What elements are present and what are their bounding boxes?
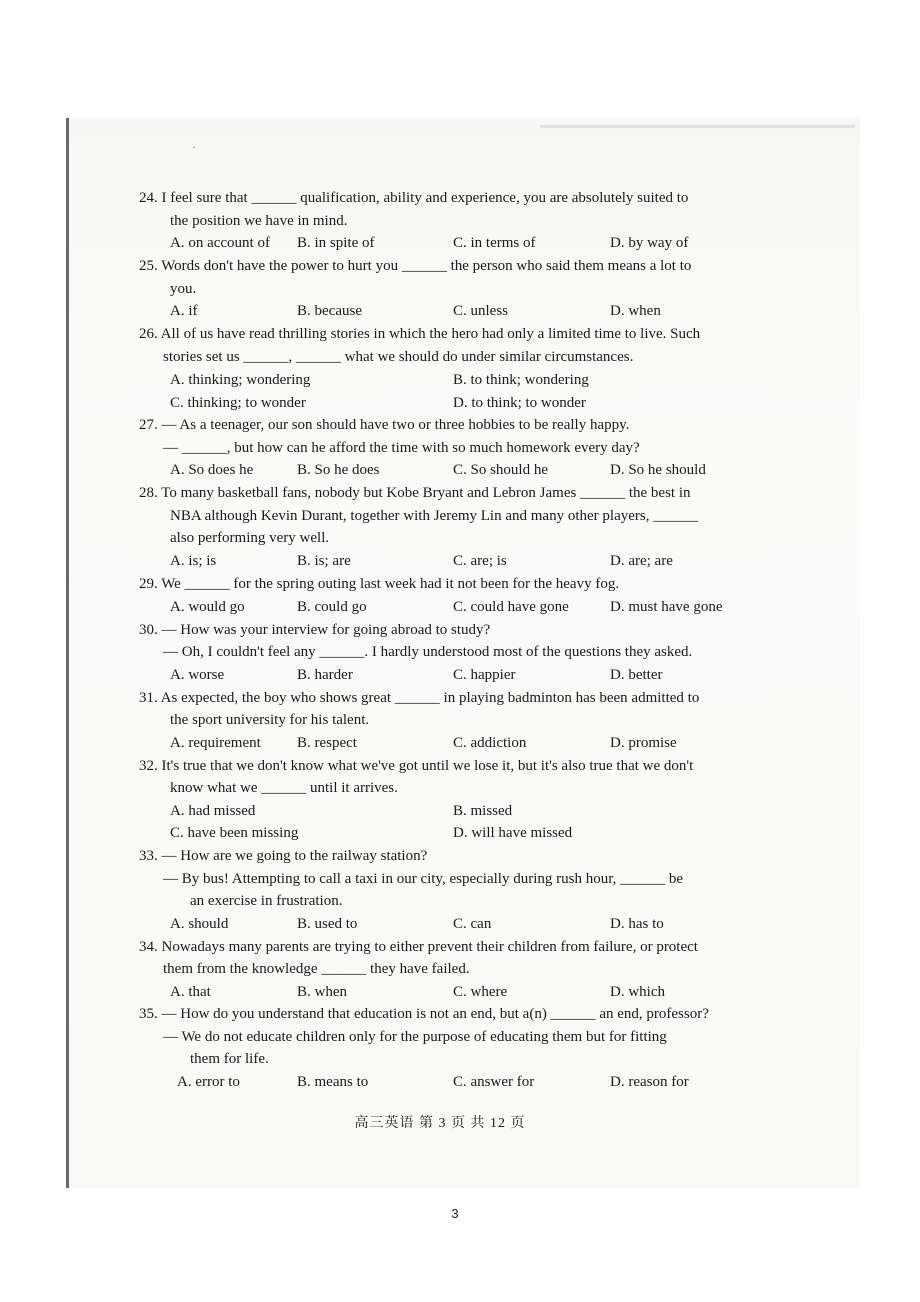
question-30-option-b[interactable]: B. harder	[297, 667, 353, 683]
question-35-text: 35. — How do you understand that education is not an end, but a(n) ______ an end, professor?	[139, 1006, 709, 1022]
question-29-option-b[interactable]: B. could go	[297, 599, 367, 615]
question-31-option-d[interactable]: D. promise	[610, 735, 677, 751]
question-26-text: 26. All of us have read thrilling stories in which the hero had only a limited time to live. Such	[139, 326, 701, 342]
question-30-option-d[interactable]: D. better	[610, 667, 663, 683]
question-34-option-b[interactable]: B. when	[297, 984, 347, 1000]
question-28-option-b[interactable]: B. is; are	[297, 553, 351, 569]
question-25-text: 25. Words don't have the power to hurt you ______ the person who said them means a lot to	[139, 258, 692, 274]
question-26-option-d[interactable]: D. to think; to wonder	[453, 395, 586, 411]
question-25-option-b[interactable]: B. because	[297, 303, 362, 319]
question-27-option-d[interactable]: D. So he should	[610, 462, 706, 478]
question-33-text: 33. — How are we going to the railway station?	[139, 848, 428, 864]
page-footer: 高三英语 第 3 页 共 12 页	[354, 1116, 526, 1131]
question-34-option-a[interactable]: A. that	[170, 984, 211, 1000]
question-27-text-cont: — ______, but how can he afford the time with so much homework every day?	[163, 440, 640, 456]
question-27-option-b[interactable]: B. So he does	[297, 462, 380, 478]
page-number: 3	[451, 1206, 459, 1221]
question-32-option-b[interactable]: B. missed	[453, 803, 513, 819]
question-32-option-d[interactable]: D. will have missed	[453, 825, 573, 841]
question-34-text: 34. Nowadays many parents are trying to either prevent their children from failure, or protect	[139, 939, 698, 955]
question-25-option-c[interactable]: C. unless	[453, 303, 509, 319]
question-29-option-d[interactable]: D. must have gone	[610, 599, 723, 615]
question-32-option-c[interactable]: C. have been missing	[170, 825, 299, 841]
question-35-text-cont: — We do not educate children only for the purpose of educating them but for fitting	[163, 1029, 667, 1045]
question-35-option-d[interactable]: D. reason for	[610, 1074, 689, 1090]
question-25-option-a[interactable]: A. if	[170, 303, 198, 319]
question-26-text-cont: stories set us ______, ______ what we should do under similar circumstances.	[163, 349, 634, 365]
question-28-option-a[interactable]: A. is; is	[170, 553, 217, 569]
question-32-text: 32. It's true that we don't know what we've got until we lose it, but it's also true that we don't	[139, 758, 694, 774]
question-34-text-cont: them from the knowledge ______ they have failed.	[163, 961, 470, 977]
question-25-text-cont: you.	[170, 281, 197, 297]
scan-edge-shadow	[66, 118, 69, 1188]
question-26-option-b[interactable]: B. to think; wondering	[453, 372, 589, 388]
question-32-text-cont: know what we ______ until it arrives.	[170, 780, 398, 796]
question-24-option-a[interactable]: A. on account of	[170, 235, 270, 251]
question-28-text-cont: NBA although Kevin Durant, together with Jeremy Lin and many other players, ______	[170, 508, 699, 524]
question-31-text: 31. As expected, the boy who shows great ______ in playing badminton has been admitted to	[139, 690, 700, 706]
question-27-text: 27. — As a teenager, our son should have two or three hobbies to be really happy.	[139, 417, 630, 433]
question-24-text: 24. I feel sure that ______ qualification, ability and experience, you are absolutely suited to	[139, 190, 689, 206]
question-30-option-c[interactable]: C. happier	[453, 667, 516, 683]
question-28-option-c[interactable]: C. are; is	[453, 553, 507, 569]
question-28-text: 28. To many basketball fans, nobody but Kobe Bryant and Lebron James ______ the best in	[139, 485, 691, 501]
question-29-text: 29. We ______ for the spring outing last week had it not been for the heavy fog.	[139, 576, 620, 592]
question-24-option-d[interactable]: D. by way of	[610, 235, 689, 251]
question-32-option-a[interactable]: A. had missed	[170, 803, 256, 819]
scan-speck: ·	[192, 140, 196, 154]
question-33-option-a[interactable]: A. should	[170, 916, 229, 932]
question-26-option-c[interactable]: C. thinking; to wonder	[170, 395, 306, 411]
question-34-option-c[interactable]: C. where	[453, 984, 508, 1000]
question-24-option-c[interactable]: C. in terms of	[453, 235, 536, 251]
question-27-option-a[interactable]: A. So does he	[170, 462, 254, 478]
question-31-option-c[interactable]: C. addiction	[453, 735, 527, 751]
question-28-text-cont2: also performing very well.	[170, 530, 330, 546]
question-33-text-cont: — By bus! Attempting to call a taxi in our city, especially during rush hour, ______ be	[163, 871, 684, 887]
question-31-option-a[interactable]: A. requirement	[170, 735, 261, 751]
question-33-option-b[interactable]: B. used to	[297, 916, 358, 932]
question-24-option-b[interactable]: B. in spite of	[297, 235, 375, 251]
question-31-text-cont: the sport university for his talent.	[170, 712, 370, 728]
question-26-option-a[interactable]: A. thinking; wondering	[170, 372, 311, 388]
question-33-option-c[interactable]: C. can	[453, 916, 492, 932]
question-30-option-a[interactable]: A. worse	[170, 667, 225, 683]
question-33-option-d[interactable]: D. has to	[610, 916, 664, 932]
question-35-option-b[interactable]: B. means to	[297, 1074, 369, 1090]
question-33-text-cont2: an exercise in frustration.	[190, 893, 343, 909]
question-30-text: 30. — How was your interview for going abroad to study?	[139, 622, 491, 638]
question-30-text-cont: — Oh, I couldn't feel any ______. I hardly understood most of the questions they asked.	[163, 644, 693, 660]
question-35-text-cont2: them for life.	[190, 1051, 269, 1067]
question-25-option-d[interactable]: D. when	[610, 303, 661, 319]
question-28-option-d[interactable]: D. are; are	[610, 553, 673, 569]
question-24-text-cont: the position we have in mind.	[170, 213, 348, 229]
scan-top-shadow	[540, 125, 855, 128]
question-35-option-a[interactable]: A. error to	[177, 1074, 240, 1090]
question-34-option-d[interactable]: D. which	[610, 984, 665, 1000]
question-29-option-c[interactable]: C. could have gone	[453, 599, 569, 615]
question-27-option-c[interactable]: C. So should he	[453, 462, 549, 478]
question-31-option-b[interactable]: B. respect	[297, 735, 357, 751]
question-29-option-a[interactable]: A. would go	[170, 599, 245, 615]
question-35-option-c[interactable]: C. answer for	[453, 1074, 535, 1090]
